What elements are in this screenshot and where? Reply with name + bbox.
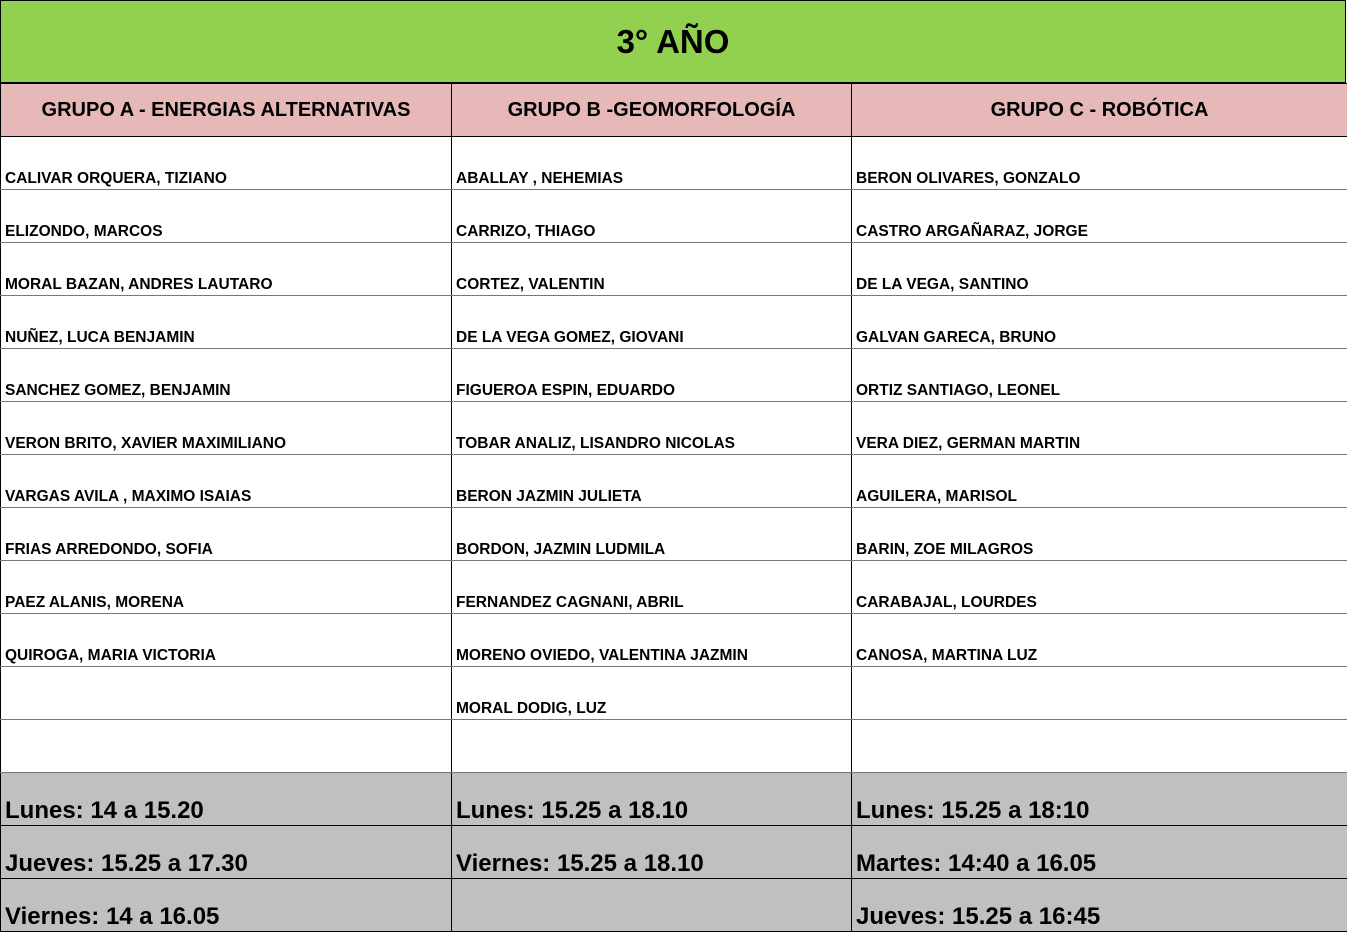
- student-cell[interactable]: FERNANDEZ CAGNANI, ABRIL: [452, 561, 852, 614]
- schedule-row: [1, 879, 1347, 932]
- schedule-cell[interactable]: Jueves: 15.25 a 17.30: [1, 826, 452, 879]
- schedule-row: [1, 826, 1347, 879]
- student-cell[interactable]: BERON JAZMIN JULIETA: [452, 455, 852, 508]
- student-cell[interactable]: CALIVAR ORQUERA, TIZIANO: [1, 137, 452, 190]
- student-cell[interactable]: TOBAR ANALIZ, LISANDRO NICOLAS: [452, 402, 852, 455]
- student-cell[interactable]: MORENO OVIEDO, VALENTINA JAZMIN: [452, 614, 852, 667]
- student-cell[interactable]: ABALLAY , NEHEMIAS: [452, 137, 852, 190]
- student-row: [1, 561, 1347, 614]
- student-cell[interactable]: [852, 720, 1347, 773]
- student-cell[interactable]: NUÑEZ, LUCA BENJAMIN: [1, 296, 452, 349]
- student-cell[interactable]: SANCHEZ GOMEZ, BENJAMIN: [1, 349, 452, 402]
- student-cell[interactable]: PAEZ ALANIS, MORENA: [1, 561, 452, 614]
- student-cell[interactable]: CANOSA, MARTINA LUZ: [852, 614, 1347, 667]
- student-row: [1, 614, 1347, 667]
- student-row: [1, 137, 1347, 190]
- student-cell[interactable]: CARRIZO, THIAGO: [452, 190, 852, 243]
- student-row: [1, 402, 1347, 455]
- student-cell[interactable]: CORTEZ, VALENTIN: [452, 243, 852, 296]
- student-cell[interactable]: FIGUEROA ESPIN, EDUARDO: [452, 349, 852, 402]
- student-cell[interactable]: FRIAS ARREDONDO, SOFIA: [1, 508, 452, 561]
- student-row: [1, 508, 1347, 561]
- schedule-cell[interactable]: Lunes: 15.25 a 18:10: [852, 773, 1347, 826]
- student-row: [1, 455, 1347, 508]
- student-cell[interactable]: DE LA VEGA GOMEZ, GIOVANI: [452, 296, 852, 349]
- schedule-cell[interactable]: [452, 879, 852, 932]
- student-cell[interactable]: CARABAJAL, LOURDES: [852, 561, 1347, 614]
- student-row: [1, 667, 1347, 720]
- schedule-cell[interactable]: Lunes: 15.25 a 18.10: [452, 773, 852, 826]
- schedule-cell[interactable]: Jueves: 15.25 a 16:45: [852, 879, 1347, 932]
- header-row: [1, 84, 1347, 137]
- student-cell[interactable]: BERON OLIVARES, GONZALO: [852, 137, 1347, 190]
- student-cell[interactable]: VERON BRITO, XAVIER MAXIMILIANO: [1, 402, 452, 455]
- student-row: [1, 296, 1347, 349]
- student-row: [1, 720, 1347, 773]
- student-cell[interactable]: DE LA VEGA, SANTINO: [852, 243, 1347, 296]
- student-cell[interactable]: VERA DIEZ, GERMAN MARTIN: [852, 402, 1347, 455]
- header-group-c[interactable]: GRUPO C - ROBÓTICA: [852, 84, 1347, 137]
- student-row: [1, 243, 1347, 296]
- student-row: [1, 349, 1347, 402]
- student-cell[interactable]: AGUILERA, MARISOL: [852, 455, 1347, 508]
- schedule-cell[interactable]: Viernes: 14 a 16.05: [1, 879, 452, 932]
- schedule-cell[interactable]: Viernes: 15.25 a 18.10: [452, 826, 852, 879]
- schedule-cell[interactable]: Martes: 14:40 a 16.05: [852, 826, 1347, 879]
- student-cell[interactable]: [852, 667, 1347, 720]
- student-cell[interactable]: ORTIZ SANTIAGO, LEONEL: [852, 349, 1347, 402]
- student-cell[interactable]: QUIROGA, MARIA VICTORIA: [1, 614, 452, 667]
- student-row: [1, 190, 1347, 243]
- student-cell[interactable]: MORAL DODIG, LUZ: [452, 667, 852, 720]
- student-cell[interactable]: BARIN, ZOE MILAGROS: [852, 508, 1347, 561]
- sheet-title[interactable]: 3° AÑO: [0, 0, 1346, 83]
- student-cell[interactable]: BORDON, JAZMIN LUDMILA: [452, 508, 852, 561]
- student-cell[interactable]: GALVAN GARECA, BRUNO: [852, 296, 1347, 349]
- student-cell[interactable]: [1, 720, 452, 773]
- header-group-a[interactable]: GRUPO A - ENERGIAS ALTERNATIVAS: [1, 84, 452, 137]
- student-cell[interactable]: [452, 720, 852, 773]
- student-cell[interactable]: [1, 667, 452, 720]
- groups-table: [0, 83, 1347, 932]
- student-cell[interactable]: MORAL BAZAN, ANDRES LAUTARO: [1, 243, 452, 296]
- student-cell[interactable]: ELIZONDO, MARCOS: [1, 190, 452, 243]
- student-cell[interactable]: CASTRO ARGAÑARAZ, JORGE: [852, 190, 1347, 243]
- student-cell[interactable]: VARGAS AVILA , MAXIMO ISAIAS: [1, 455, 452, 508]
- schedule-row: [1, 773, 1347, 826]
- schedule-cell[interactable]: Lunes: 14 a 15.20: [1, 773, 452, 826]
- header-group-b[interactable]: GRUPO B -GEOMORFOLOGÍA: [452, 84, 852, 137]
